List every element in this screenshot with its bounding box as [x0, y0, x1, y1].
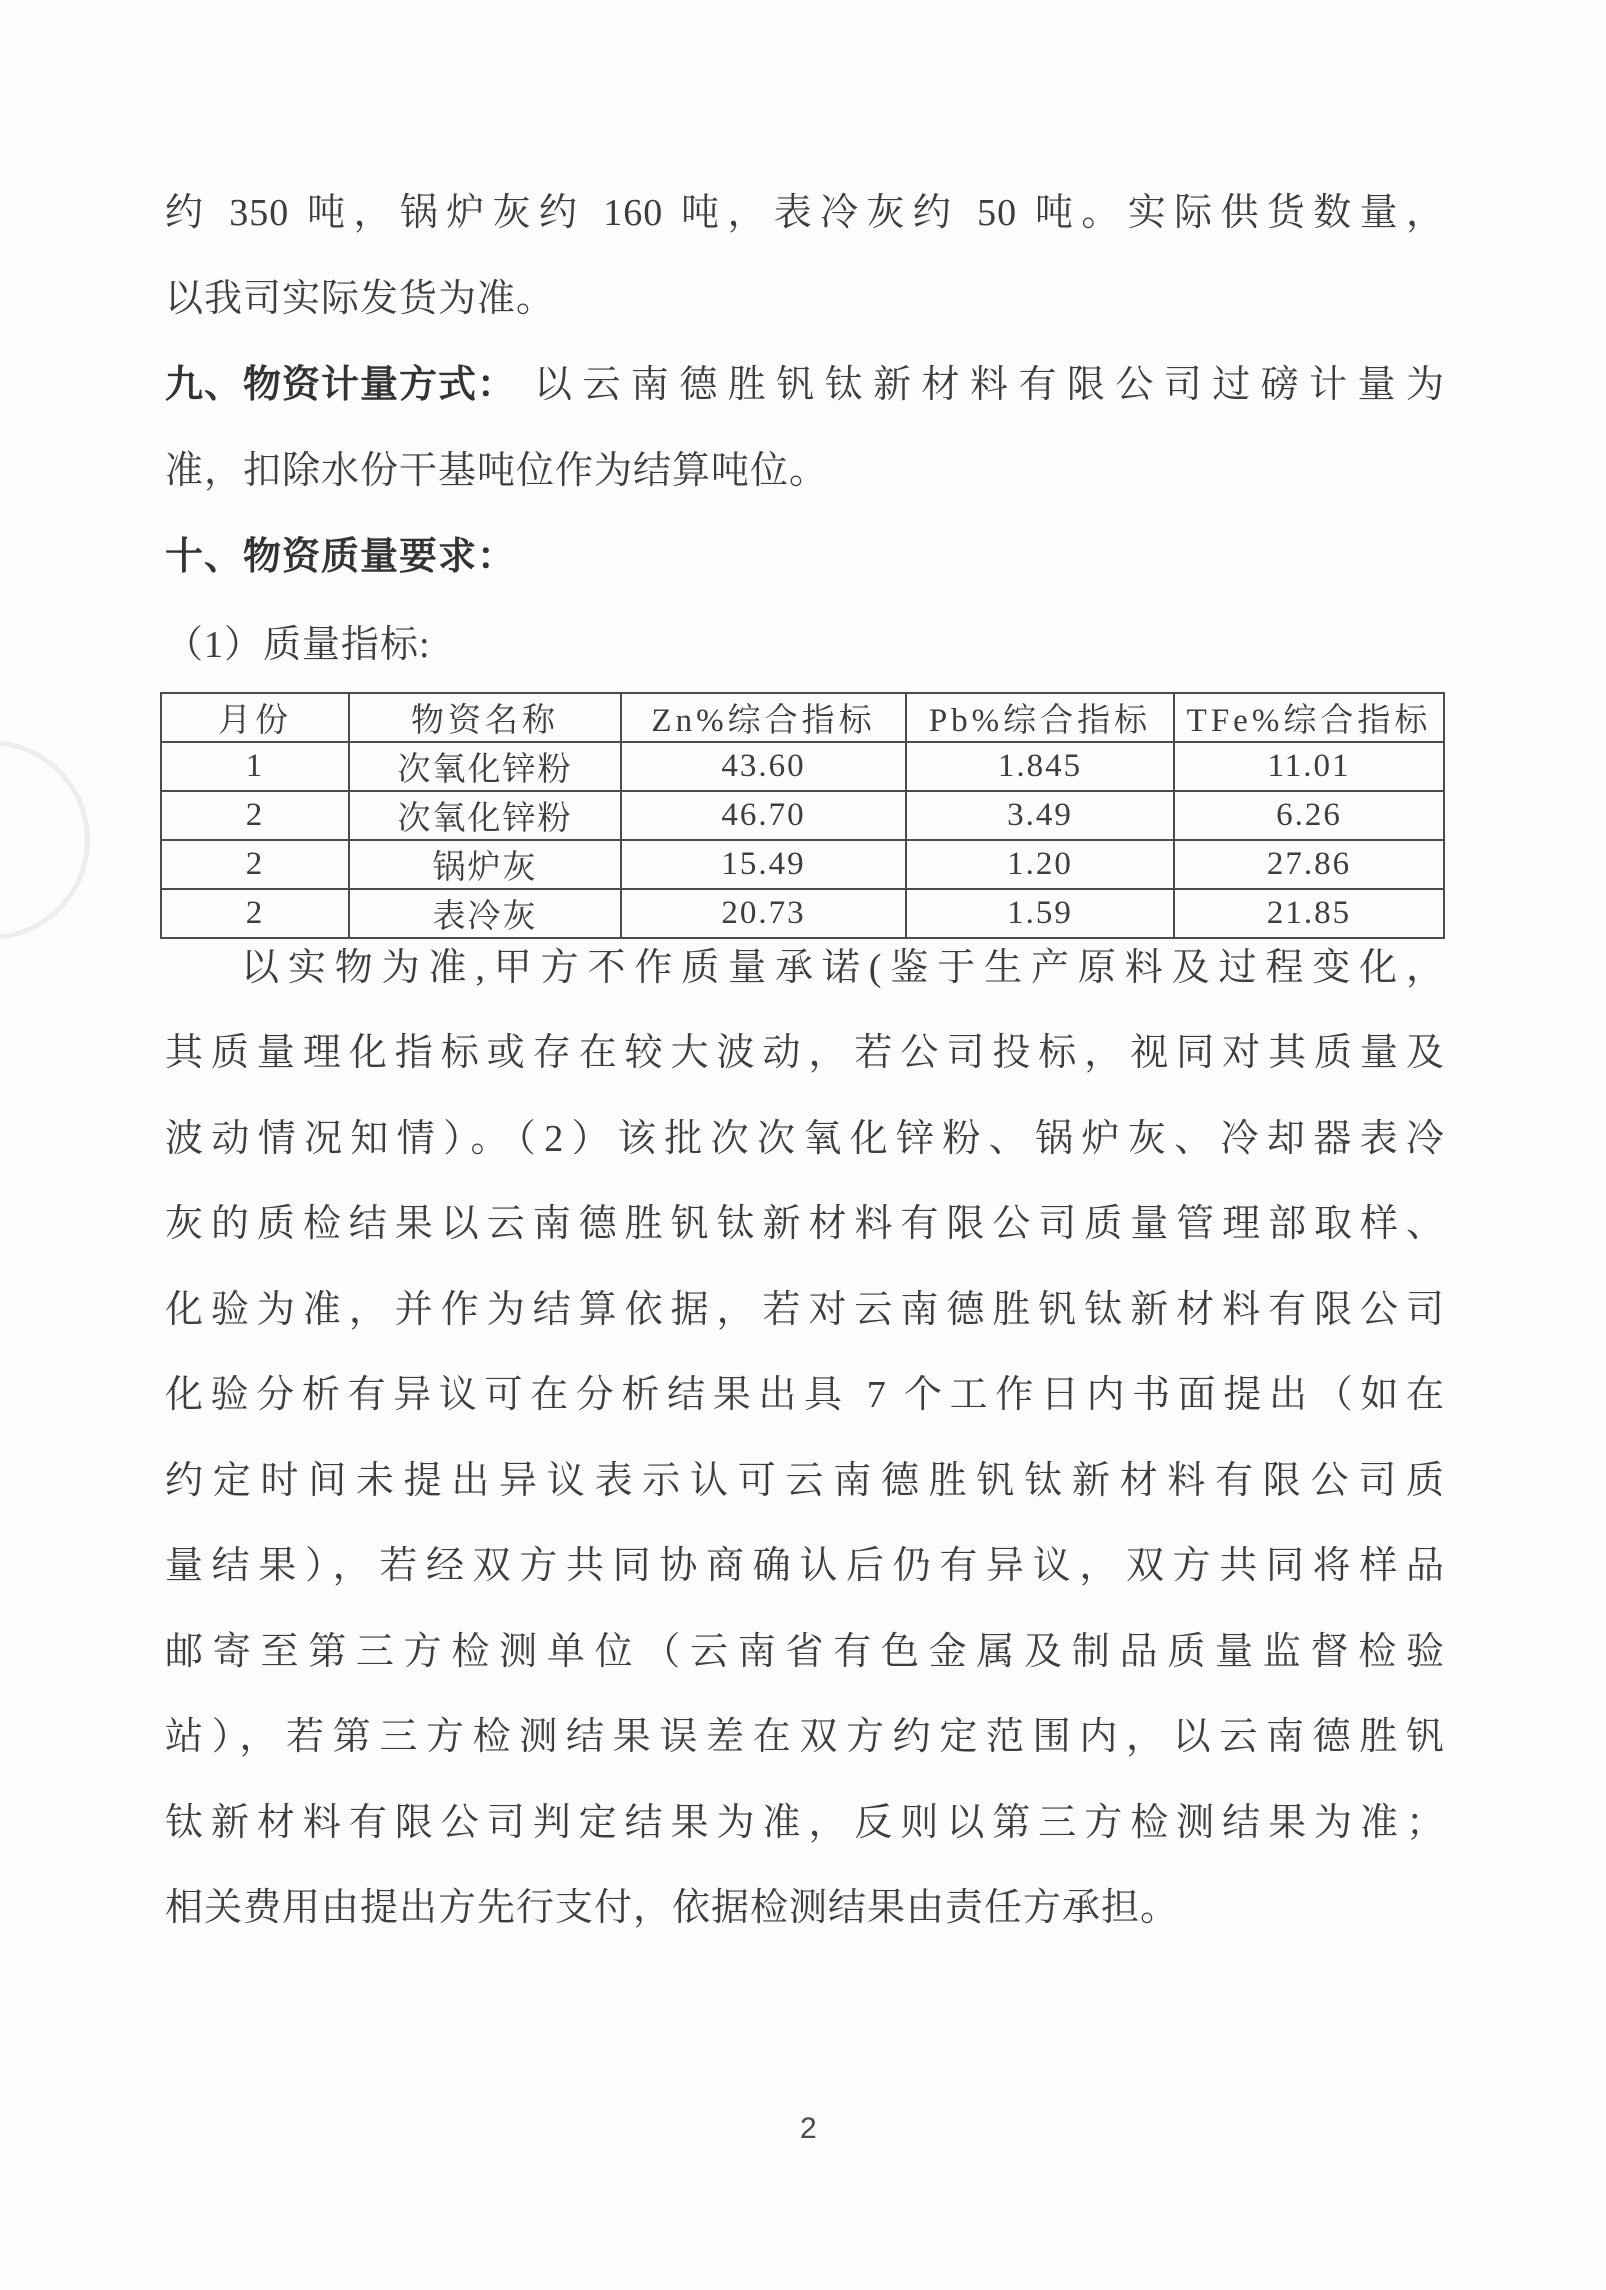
paragraph-supply-line-1: 约 350 吨，锅炉灰约 160 吨，表冷灰约 50 吨。实际供货数量，	[165, 192, 1445, 234]
quality-index-label: （1）质量指标:	[165, 624, 431, 666]
table-cell: 27.86	[1174, 840, 1444, 889]
quality-table	[160, 692, 1445, 939]
table-header-row	[161, 693, 1444, 742]
table-cell: 6.26	[1174, 791, 1444, 840]
paragraph-supply-line-2: 以我司实际发货为准。	[165, 278, 556, 320]
stamp-arc-faint	[0, 740, 90, 940]
table-cell: 1.20	[906, 840, 1174, 889]
table-cell: 20.73	[621, 889, 906, 938]
table-cell: 21.85	[1174, 889, 1444, 938]
table-cell: 11.01	[1174, 742, 1444, 791]
paragraph-quality-line-5: 化验为准，并作为结算依据，若对云南德胜钒钛新材料有限公司	[165, 1289, 1445, 1331]
table-row	[161, 742, 1444, 791]
table-row	[161, 840, 1444, 889]
table-header-material: 物资名称	[349, 693, 621, 742]
paragraph-quality-line-2: 其质量理化指标或存在较大波动，若公司投标，视同对其质量及	[165, 1032, 1445, 1074]
table-cell: 2	[161, 791, 349, 840]
section-9-text-start: 以云南德胜钒钛新材料有限公司过磅计量为	[534, 364, 1445, 406]
table-cell: 表冷灰	[349, 889, 621, 938]
paragraph-quality-line-3: 波动情况知情）。（2）该批次次氧化锌粉、锅炉灰、冷却器表冷	[165, 1118, 1445, 1160]
table-cell: 46.70	[621, 791, 906, 840]
table-cell: 15.49	[621, 840, 906, 889]
section-9-heading: 九、物资计量方式：	[165, 364, 517, 406]
paragraph-quality-line-9: 邮寄至第三方检测单位（云南省有色金属及制品质量监督检验	[165, 1631, 1445, 1673]
table-header-month: 月份	[161, 693, 349, 742]
page-number: 2	[800, 2112, 817, 2145]
table-header-tfe: TFe%综合指标	[1174, 693, 1444, 742]
table-header-pb: Pb%综合指标	[906, 693, 1174, 742]
paragraph-quality-line-8: 量结果），若经双方共同协商确认后仍有异议，双方共同将样品	[165, 1545, 1445, 1587]
table-cell: 43.60	[621, 742, 906, 791]
table-cell: 次氧化锌粉	[349, 791, 621, 840]
section-10-heading: 十、物资质量要求：	[165, 536, 517, 578]
paragraph-quality-line-1: 以实物为准,甲方不作质量承诺(鉴于生产原料及过程变化，	[241, 947, 1445, 989]
section-9-line-2: 准，扣除水份干基吨位作为结算吨位。	[165, 450, 829, 492]
table-cell: 1.59	[906, 889, 1174, 938]
paragraph-quality-line-10: 站），若第三方检测结果误差在双方约定范围内，以云南德胜钒	[165, 1716, 1445, 1758]
table-cell: 2	[161, 889, 349, 938]
table-cell: 1.845	[906, 742, 1174, 791]
table-cell: 2	[161, 840, 349, 889]
table-row	[161, 889, 1444, 938]
table-cell: 次氧化锌粉	[349, 742, 621, 791]
table-row	[161, 791, 1444, 840]
table-cell: 1	[161, 742, 349, 791]
table-cell: 锅炉灰	[349, 840, 621, 889]
table-cell: 3.49	[906, 791, 1174, 840]
paragraph-quality-line-4: 灰的质检结果以云南德胜钒钛新材料有限公司质量管理部取样、	[165, 1203, 1445, 1245]
paragraph-quality-line-12: 相关费用由提出方先行支付，依据检测结果由责任方承担。	[165, 1887, 1180, 1929]
table-header-zn: Zn%综合指标	[621, 693, 906, 742]
paragraph-quality-line-11: 钛新材料有限公司判定结果为准，反则以第三方检测结果为准；	[165, 1802, 1445, 1844]
section-9-line-1	[165, 362, 1445, 410]
paragraph-quality-line-6: 化验分析有异议可在分析结果出具 7 个工作日内书面提出（如在	[165, 1374, 1445, 1416]
paragraph-quality-line-7: 约定时间未提出异议表示认可云南德胜钒钛新材料有限公司质	[165, 1460, 1445, 1502]
